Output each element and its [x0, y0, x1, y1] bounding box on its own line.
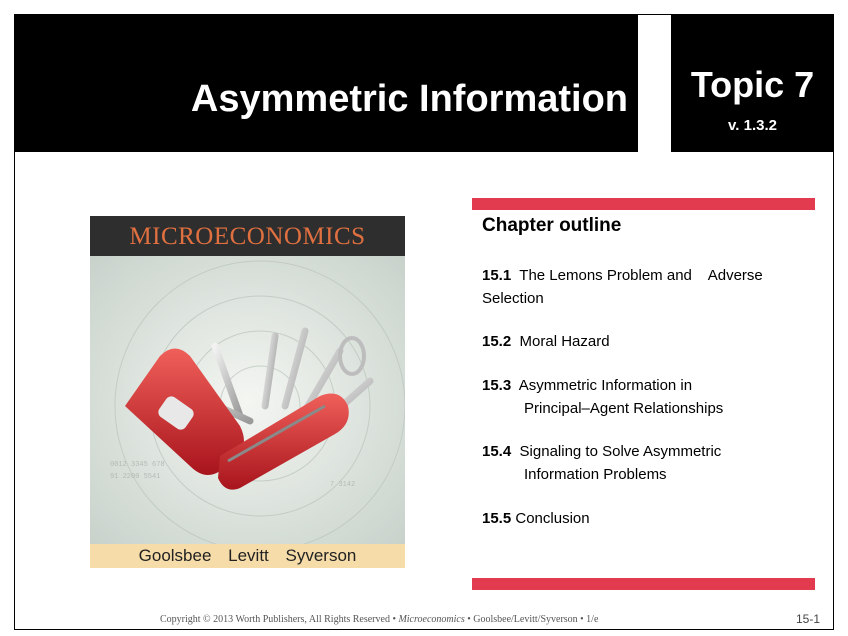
book-header	[90, 216, 405, 256]
topic-label: Topic 7	[690, 64, 815, 105]
outline-item-text: Asymmetric Information in	[518, 377, 693, 394]
outline-top-rule	[472, 198, 815, 210]
outline-bottom-rule	[472, 578, 815, 590]
svg-text:7 3142: 7 3142	[330, 481, 356, 489]
outline-item-number: 15.1	[482, 267, 512, 284]
outline-item-number: 15.3	[482, 377, 512, 394]
outline-item-15-2	[482, 330, 812, 353]
slide-title: Asymmetric Information	[190, 78, 628, 120]
outline-item-15-1	[482, 264, 812, 310]
outline-item-text-cont: Information Problems	[524, 466, 667, 483]
outline-item-number: 15.4	[482, 443, 512, 460]
outline-item-text: Moral Hazard	[519, 333, 610, 350]
outline-item-15-3	[482, 374, 812, 420]
book-cover	[90, 216, 405, 568]
outline-item-number: 15.5	[482, 510, 512, 527]
copyright-book-title: Microeconomics	[398, 614, 465, 625]
copyright-notice	[160, 614, 598, 625]
copyright-authors: • Goolsbee/Levitt/Syverson • 1/e	[464, 614, 599, 625]
outline-item-text: The Lemons Problem and Adverse	[519, 267, 763, 284]
version-label: v. 1.3.2	[728, 117, 777, 134]
outline-item-15-5	[482, 507, 812, 530]
svg-text:91 2200 5541: 91 2200 5541	[110, 473, 161, 481]
copyright-text: Copyright © 2013 Worth Publishers, All Rights Reserved •	[160, 614, 399, 625]
outline-item-text: Conclusion	[515, 510, 590, 527]
chapter-outline-heading: Chapter outline	[482, 215, 622, 236]
book-footer	[90, 544, 405, 568]
swiss-knife-illustration	[90, 256, 405, 546]
outline-item-15-4	[482, 440, 812, 486]
page-number: 15-1	[796, 612, 821, 626]
outline-item-number: 15.2	[482, 333, 512, 350]
outline-item-text-cont: Selection	[482, 290, 544, 307]
topic-box	[671, 14, 834, 152]
book-authors: Goolsbee Levitt Syverson	[138, 546, 357, 565]
svg-text:0012 3345 678: 0012 3345 678	[110, 461, 165, 469]
outline-item-text: Signaling to Solve Asymmetric	[519, 443, 722, 460]
book-title: MICROECONOMICS	[129, 223, 366, 250]
title-bar	[14, 14, 638, 152]
outline-item-text-cont: Principal–Agent Relationships	[524, 400, 724, 417]
